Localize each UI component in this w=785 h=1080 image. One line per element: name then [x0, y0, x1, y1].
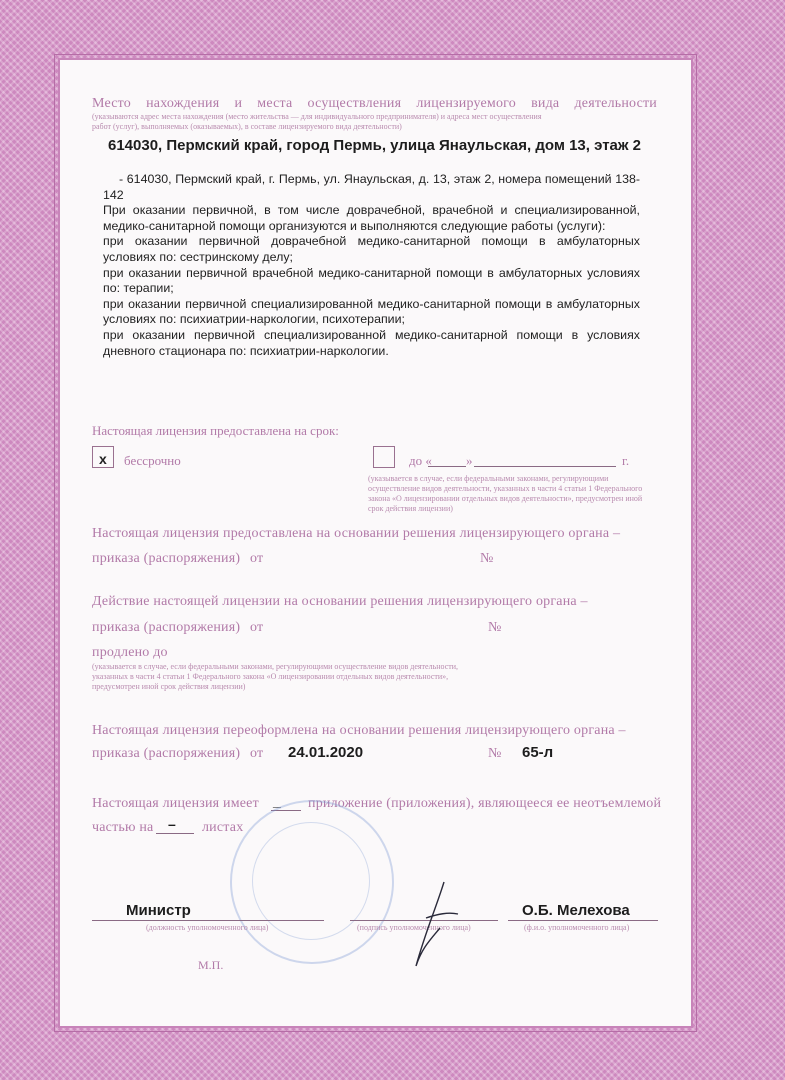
- appendix-pages-line: [156, 833, 194, 834]
- reissue-from: от: [250, 746, 264, 761]
- details-psychiatry: при оказании первичной специализированной медико-санитарной помощи в амбулаторных условиях по: психиатрии-наркологии, психотерапии;: [103, 296, 640, 327]
- details-therapy: при оказании первичной врачебной медико-санитарной помощи в амбулаторных условиях по: терапии;: [103, 265, 640, 296]
- indefinite-check-mark: x: [99, 451, 107, 467]
- signer-name: О.Б. Мелехова: [522, 902, 630, 919]
- until-day-line: [428, 466, 466, 467]
- details-premises: - 614030, Пермский край, г. Пермь, ул. Янаульская, д. 13, этаж 2, номера помещений 138-142: [103, 172, 640, 202]
- appendix-part3: частью на: [92, 820, 154, 835]
- until-suffix: г.: [622, 453, 630, 468]
- validity-from: от: [250, 620, 264, 635]
- details-intro: При оказании первичной, в том числе доврачебной, врачебной и специализированной, медико-санитарной помощи организуются и выполняются следующие работы (услуги):: [103, 203, 640, 233]
- term-label: Настоящая лицензия предоставлена на срок:: [92, 423, 339, 438]
- basis-from: от: [250, 551, 264, 566]
- appendix-part1: Настоящая лицензия имеет: [92, 796, 259, 811]
- basis-line2: приказа (распоряжения): [92, 551, 241, 566]
- name-line: [508, 920, 658, 921]
- until-mid: »: [466, 453, 473, 468]
- indefinite-label: бессрочно: [124, 453, 181, 468]
- until-prefix: до «: [409, 453, 432, 468]
- reissue-number: 65-л: [522, 744, 554, 761]
- details-nursing: при оказании первичной доврачебной медико-санитарной помощи в амбулаторных условиях по: сестринскому делу;: [103, 234, 640, 264]
- appendix-count: _: [273, 793, 281, 809]
- reissue-no: №: [488, 746, 502, 761]
- validity-line2: приказа (распоряжения): [92, 620, 241, 635]
- appendix-pages: –: [168, 816, 176, 832]
- details-day-hospital: при оказании первичной специализированной медико-санитарной помощи в условиях дневного стационара по: психиатрии-наркологии.: [103, 327, 640, 358]
- header-note: (указываются адрес места нахождения (место жительства — для индивидуального предпринимателя) и адреса мест осуществления работ (услуг), выполняемых (оказываемых), в составе лицензируемого вида деятельности): [92, 112, 542, 131]
- appendix-part2: приложение (приложения), являющееся ее неотъемлемой: [308, 796, 662, 811]
- validity-extended: продлено до: [92, 645, 168, 660]
- appendix-part4: листах: [202, 820, 244, 835]
- validity-no: №: [488, 620, 502, 635]
- seal-place: М.П.: [198, 958, 224, 972]
- until-checkbox[interactable]: [373, 446, 395, 468]
- basis-no: №: [480, 551, 494, 566]
- signer-position: Министр: [126, 902, 191, 919]
- reissue-date: 24.01.2020: [288, 744, 364, 761]
- until-month-line: [474, 466, 616, 467]
- validity-note: (указывается в случае, если федеральными законами, регулирующими осуществление видов деятельности, указанных в части 4 статьи 1 Федерального закона «О лицензировании отдельных видов деятельности», предусмотрен иной срок действия лицензии): [92, 662, 459, 691]
- validity-line1: Действие настоящей лицензии на основании решения лицензирующего органа –: [92, 594, 588, 609]
- name-note: (ф.и.о. уполномоченного лица): [524, 923, 630, 932]
- until-note: (указывается в случае, если федеральными законами, регулирующими осуществление видов деятельности, указанных в части 4 статьи 1 Федерального закона «О лицензировании отдельных видов деятельности», предусмотрен иной срок действия лицензии): [368, 474, 643, 513]
- activity-details: [103, 172, 640, 359]
- address-line: 614030, Пермский край, город Пермь, улица Янаульская, дом 13, этаж 2: [108, 137, 642, 154]
- reissue-line1: Настоящая лицензия переоформлена на основании решения лицензирующего органа –: [92, 723, 626, 738]
- signature-note: (подпись уполномоченного лица): [357, 923, 471, 932]
- position-note: (должность уполномоченного лица): [146, 923, 269, 932]
- header-title: Место нахождения и места осуществления лицензируемого вида деятельности: [92, 96, 657, 111]
- basis-line1: Настоящая лицензия предоставлена на основании решения лицензирующего органа –: [92, 526, 621, 541]
- position-line: [92, 920, 324, 921]
- handwritten-signature: [386, 878, 466, 970]
- reissue-line2: приказа (распоряжения): [92, 746, 241, 761]
- indefinite-checkbox[interactable]: [92, 446, 114, 468]
- official-seal-inner: [252, 822, 370, 940]
